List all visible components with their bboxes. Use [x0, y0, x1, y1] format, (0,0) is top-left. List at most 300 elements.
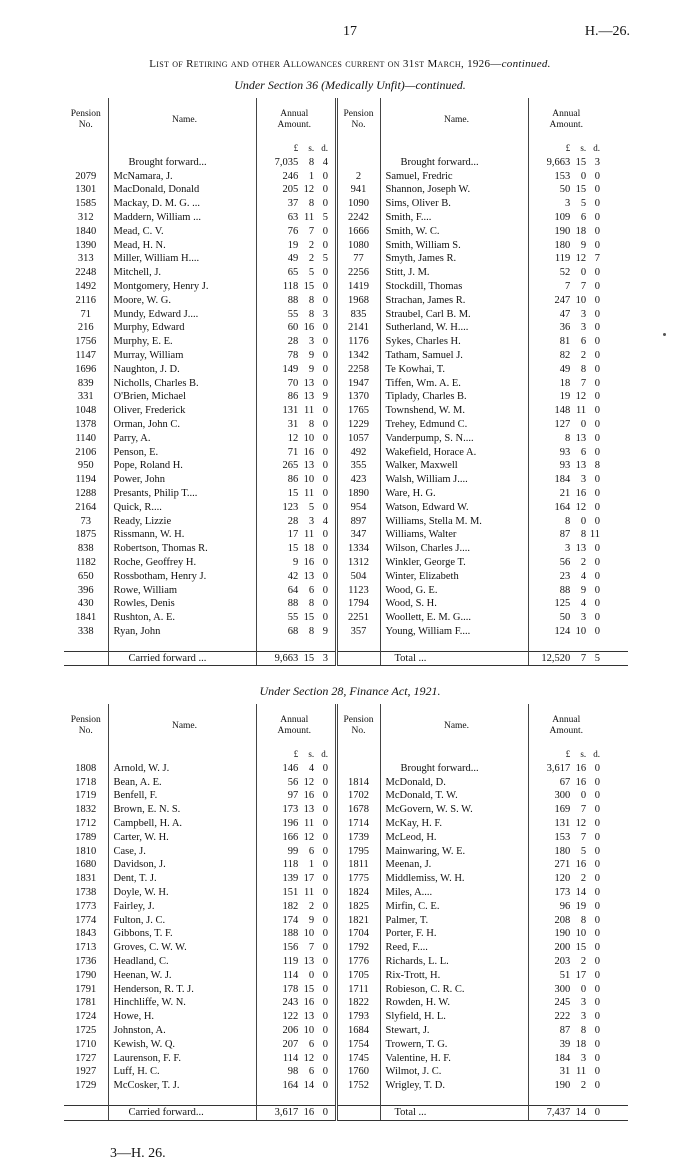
- pension-number: 2141: [336, 321, 380, 335]
- amount-pounds: 71: [287, 446, 299, 458]
- amount-pounds: 68: [287, 625, 299, 637]
- amount-pence: 5: [322, 253, 328, 265]
- amount-pounds: 88: [559, 584, 571, 596]
- amount-cell: [256, 515, 332, 529]
- amount-pence: 3: [322, 652, 328, 664]
- currency-units: [528, 748, 604, 762]
- amount-pence: 0: [322, 570, 328, 582]
- amount-pence: 0: [322, 598, 328, 610]
- amount-pence: 0: [594, 543, 600, 555]
- table-row: [64, 955, 628, 969]
- column-gap: [604, 651, 628, 666]
- amount-pounds: 87: [559, 1024, 571, 1036]
- section2-ledger: [64, 704, 628, 1121]
- amount-cell: [256, 528, 332, 542]
- empty-cell: [336, 762, 380, 776]
- amount-pence: 0: [594, 474, 600, 486]
- table-row: [64, 473, 628, 487]
- pensioner-name: Miles, A....: [380, 886, 528, 900]
- currency-unit-labels: [529, 142, 605, 156]
- column-gap: [604, 404, 628, 418]
- pensioner-name: Brown, E. N. S.: [108, 803, 256, 817]
- amount-cell: [256, 996, 332, 1010]
- amount-shillings: 4: [308, 762, 315, 774]
- amount-pounds: 153: [554, 831, 571, 843]
- amount-pounds: 86: [287, 391, 299, 403]
- amount-pence: 0: [322, 955, 328, 967]
- amount-pounds: 119: [554, 253, 571, 265]
- amount-pence: 0: [322, 1038, 328, 1050]
- name-header: Name.: [380, 704, 528, 748]
- amount-cell: [256, 1024, 332, 1038]
- amount-shillings: 2: [580, 873, 587, 885]
- table-row: [64, 914, 628, 928]
- pension-number: 650: [77, 570, 94, 582]
- forward-label: Brought forward...: [108, 156, 256, 170]
- amount-pence: 9: [322, 625, 328, 637]
- amount-pounds: 196: [282, 817, 299, 829]
- amount-pounds: 81: [559, 336, 571, 348]
- amount-pence: 0: [594, 900, 600, 912]
- pension-number: 1738: [75, 886, 97, 898]
- amount-figures: [257, 1106, 333, 1120]
- amount-pence: 0: [322, 239, 328, 251]
- pension-number: 1831: [75, 873, 97, 885]
- amount-shillings: 11: [303, 817, 315, 829]
- pension-number: 1729: [75, 1080, 97, 1092]
- amount-pence: 4: [322, 515, 328, 527]
- pension-header-line1: Pension: [70, 715, 101, 725]
- amount-pence: 0: [322, 336, 328, 348]
- pensioner-name: Palmer, T.: [380, 914, 528, 928]
- empty-cell: [336, 156, 380, 170]
- empty-cell: [108, 748, 256, 762]
- empty-cell: [64, 1093, 108, 1106]
- amount-pounds: 60: [287, 322, 299, 334]
- amount-figures: [257, 501, 333, 515]
- pensioner-name: Wood, S. H.: [380, 597, 528, 611]
- amount-shillings: 2: [580, 1080, 587, 1092]
- amount-shillings: 1: [308, 859, 315, 871]
- amount-figures: [257, 404, 333, 418]
- table-row: [64, 183, 628, 197]
- amount-pounds: 28: [287, 515, 299, 527]
- amount-pounds: 271: [554, 859, 571, 871]
- amount-figures: [257, 239, 333, 253]
- pensioner-name: McGovern, W. S. W.: [380, 803, 528, 817]
- amount-cell: [528, 459, 604, 473]
- amount-pence: 9: [322, 391, 328, 403]
- pension-number: 835: [336, 308, 380, 322]
- column-gap: [604, 252, 628, 266]
- amount-pence: 0: [594, 914, 600, 926]
- amount-figures: [529, 225, 605, 239]
- pension-number: 950: [77, 460, 94, 472]
- amount-shillings: 16: [303, 790, 315, 802]
- pensioner-name: Straubel, Carl B. M.: [380, 308, 528, 322]
- amount-cell: [528, 900, 604, 914]
- pension-number: 1811: [336, 858, 380, 872]
- pension-number: 1760: [336, 1065, 380, 1079]
- table-row: [64, 858, 628, 872]
- amount-cell: [256, 501, 332, 515]
- amount-shillings: 16: [303, 997, 315, 1009]
- annual-amount-header: [528, 704, 604, 748]
- pension-no-header: [336, 704, 380, 748]
- amount-shillings: 15: [575, 942, 587, 954]
- empty-cell: [336, 748, 380, 762]
- amount-pounds: 182: [282, 900, 299, 912]
- amount-figures: [529, 239, 605, 253]
- amount-shillings: 6: [308, 1038, 315, 1050]
- pensioner-name: Te Kowhai, T.: [380, 363, 528, 377]
- amount-shillings: 13: [575, 432, 587, 444]
- pensioner-name: Sutherland, W. H....: [380, 321, 528, 335]
- pension-number: 1727: [75, 1052, 97, 1064]
- amount-shillings: 15: [303, 983, 315, 995]
- amount-pence: 0: [594, 873, 600, 885]
- amount-figures: [529, 776, 605, 790]
- amount-shillings: 13: [303, 460, 315, 472]
- amount-figures: [257, 845, 333, 859]
- pensioner-name: Kewish, W. Q.: [108, 1038, 256, 1052]
- amount-pence: 0: [594, 955, 600, 967]
- amount-figures: [529, 886, 605, 900]
- pensioner-name: Young, William F....: [380, 625, 528, 639]
- unit-pence: d.: [593, 143, 600, 153]
- amount-pence: 5: [594, 652, 600, 664]
- amount-pounds: 203: [554, 955, 571, 967]
- pension-number: 1825: [336, 900, 380, 914]
- amount-cell: [528, 446, 604, 460]
- amount-figures: [257, 377, 333, 391]
- amount-shillings: 16: [575, 487, 587, 499]
- amount-shillings: 15: [303, 280, 315, 292]
- amount-pounds: 97: [287, 790, 299, 802]
- amount-pence: 0: [594, 859, 600, 871]
- amount-cell: [256, 170, 332, 184]
- empty-cell: [64, 156, 108, 170]
- amount-pence: 0: [322, 873, 328, 885]
- amount-header-line2: Amount.: [277, 120, 311, 130]
- column-gap: [604, 570, 628, 584]
- column-gap: [604, 266, 628, 280]
- pension-header-line2: No.: [351, 120, 366, 130]
- column-gap: [604, 142, 628, 156]
- pension-number: 1841: [75, 612, 97, 624]
- pension-number: 1140: [75, 432, 97, 444]
- amount-shillings: 8: [308, 308, 315, 320]
- amount-figures: [257, 308, 333, 322]
- amount-pounds: 180: [554, 845, 571, 857]
- column-gap: [604, 542, 628, 556]
- amount-shillings: 11: [303, 529, 315, 541]
- table-row: [64, 294, 628, 308]
- empty-cell: [380, 639, 528, 652]
- pensioner-name: Sykes, Charles H.: [380, 335, 528, 349]
- currency-unit-labels: [257, 748, 333, 762]
- amount-figures: [529, 446, 605, 460]
- amount-pounds: 93: [559, 446, 571, 458]
- pensioner-name: McNamara, J.: [108, 170, 256, 184]
- amount-pounds: 78: [287, 349, 299, 361]
- unit-pence: d.: [593, 749, 600, 759]
- pensioner-name: Hinchliffe, W. N.: [108, 996, 256, 1010]
- column-gap: [604, 625, 628, 639]
- pension-number: 1789: [75, 831, 97, 843]
- amount-pounds: 206: [282, 1024, 299, 1036]
- amount-shillings: 11: [303, 211, 315, 223]
- amount-pounds: 127: [554, 418, 571, 430]
- amount-pounds: 119: [282, 955, 299, 967]
- amount-cell: [528, 597, 604, 611]
- amount-cell: [528, 308, 604, 322]
- pension-number: 2164: [75, 501, 97, 513]
- amount-figures: [257, 803, 333, 817]
- amount-cell: [528, 349, 604, 363]
- table-row: [64, 1065, 628, 1079]
- amount-figures: [529, 294, 605, 308]
- empty-cell: [256, 1093, 332, 1106]
- pension-number: 2242: [336, 211, 380, 225]
- amount-pence: 0: [594, 1024, 600, 1036]
- amount-cell: [256, 886, 332, 900]
- amount-figures: [257, 914, 333, 928]
- amount-cell: [256, 252, 332, 266]
- column-gap: [604, 1010, 628, 1024]
- amount-shillings: 3: [580, 474, 587, 486]
- column-gap: [604, 1093, 628, 1106]
- amount-shillings: 15: [303, 652, 315, 664]
- amount-pence: 0: [322, 859, 328, 871]
- amount-figures: [529, 652, 605, 666]
- pensioner-name: Murphy, E. E.: [108, 335, 256, 349]
- pension-number: 1147: [75, 349, 97, 361]
- pensioner-name: Mead, C. V.: [108, 225, 256, 239]
- amount-figures: [257, 817, 333, 831]
- amount-pence: 0: [594, 170, 600, 182]
- amount-pence: 3: [594, 156, 600, 168]
- pension-number: 77: [336, 252, 380, 266]
- pension-number: 331: [77, 391, 94, 403]
- amount-figures: [529, 872, 605, 886]
- amount-pence: 0: [594, 598, 600, 610]
- amount-figures: [529, 556, 605, 570]
- pension-number: 1702: [336, 789, 380, 803]
- pension-number: 2: [336, 170, 380, 184]
- amount-figures: [257, 858, 333, 872]
- pensioner-name: McDonald, D.: [380, 776, 528, 790]
- amount-figures: [529, 266, 605, 280]
- amount-figures: [529, 528, 605, 542]
- pension-number: 355: [336, 459, 380, 473]
- pension-number: 1585: [75, 198, 97, 210]
- amount-pounds: 17: [287, 529, 299, 541]
- amount-pence: 0: [594, 1080, 600, 1092]
- amount-pence: 0: [322, 418, 328, 430]
- pensioner-name: Williams, Walter: [380, 528, 528, 542]
- amount-figures: [529, 983, 605, 997]
- amount-cell: [256, 363, 332, 377]
- column-gap: [604, 432, 628, 446]
- amount-cell: [528, 515, 604, 529]
- amount-shillings: 9: [308, 349, 315, 361]
- amount-pounds: 31: [287, 418, 299, 430]
- amount-cell: [528, 651, 604, 666]
- amount-cell: [256, 197, 332, 211]
- amount-shillings: 6: [308, 584, 315, 596]
- amount-figures: [529, 170, 605, 184]
- amount-shillings: 8: [580, 363, 587, 375]
- amount-shillings: 9: [308, 914, 315, 926]
- amount-pence: 0: [322, 294, 328, 306]
- pensioner-name: Fairley, J.: [108, 900, 256, 914]
- table-row: [64, 501, 628, 515]
- pensioner-name: Townshend, W. M.: [380, 404, 528, 418]
- amount-pounds: 118: [282, 280, 299, 292]
- pension-number: 1712: [75, 817, 97, 829]
- column-gap: [604, 611, 628, 625]
- pension-number: 1090: [336, 197, 380, 211]
- pension-number: 396: [77, 584, 94, 596]
- amount-pounds: 190: [554, 928, 571, 940]
- pensioner-name: Stewart, J.: [380, 1024, 528, 1038]
- table-row: [64, 597, 628, 611]
- amount-cell: [256, 156, 332, 170]
- pensioner-name: Rushton, A. E.: [108, 611, 256, 625]
- amount-cell: [256, 914, 332, 928]
- amount-cell: [528, 170, 604, 184]
- pension-number: 71: [80, 308, 91, 320]
- amount-figures: [257, 363, 333, 377]
- pensioner-name: Watson, Edward W.: [380, 501, 528, 515]
- amount-shillings: 10: [303, 928, 315, 940]
- amount-shillings: 3: [580, 1011, 587, 1023]
- amount-pence: 0: [594, 969, 600, 981]
- forward-label: Total ...: [380, 1105, 528, 1120]
- column-gap: [604, 363, 628, 377]
- amount-figures: [257, 211, 333, 225]
- column-gap: [604, 983, 628, 997]
- amount-header-line2: Amount.: [549, 120, 583, 130]
- name-header: Name.: [108, 704, 256, 748]
- pension-number: 2116: [75, 294, 97, 306]
- amount-figures: [257, 487, 333, 501]
- column-gap: [604, 941, 628, 955]
- amount-cell: [256, 377, 332, 391]
- pensioner-name: Winter, Elizabeth: [380, 570, 528, 584]
- amount-figures: [257, 969, 333, 983]
- amount-figures: [257, 542, 333, 556]
- amount-pence: 0: [322, 1106, 328, 1118]
- pension-number: 1832: [75, 804, 97, 816]
- column-gap: [604, 487, 628, 501]
- amount-pounds: 65: [287, 267, 299, 279]
- amount-figures: [529, 900, 605, 914]
- amount-pence: 0: [322, 584, 328, 596]
- amount-pence: 0: [322, 886, 328, 898]
- table-row: [64, 803, 628, 817]
- amount-figures: [529, 955, 605, 969]
- amount-cell: [256, 418, 332, 432]
- amount-cell: [528, 776, 604, 790]
- amount-pence: 0: [322, 556, 328, 568]
- amount-pence: 0: [322, 280, 328, 292]
- column-gap: [604, 1024, 628, 1038]
- pension-header-line2: No.: [351, 726, 366, 736]
- amount-cell: [256, 556, 332, 570]
- pensioner-name: Ready, Lizzie: [108, 515, 256, 529]
- amount-cell: [528, 418, 604, 432]
- amount-pounds: 131: [554, 817, 571, 829]
- pensioner-name: Tiffen, Wm. A. E.: [380, 377, 528, 391]
- pension-number: 1756: [75, 336, 97, 348]
- pensioner-name: Heenan, W. J.: [108, 969, 256, 983]
- column-gap: [604, 584, 628, 598]
- amount-pounds: 9: [292, 556, 299, 568]
- pension-number: 2079: [75, 170, 97, 182]
- column-gap: [604, 211, 628, 225]
- amount-shillings: 8: [308, 625, 315, 637]
- amount-header-line2: Amount.: [549, 726, 583, 736]
- pension-number: 1808: [75, 762, 97, 774]
- spacer-row: [64, 639, 628, 652]
- amount-pounds: 148: [554, 405, 571, 417]
- column-gap: [604, 872, 628, 886]
- amount-shillings: 7: [580, 377, 587, 389]
- amount-pence: 0: [322, 543, 328, 555]
- unit-pence: d.: [321, 749, 328, 759]
- amount-pounds: 98: [287, 1066, 299, 1078]
- amount-pence: 0: [322, 914, 328, 926]
- currency-units: [256, 142, 332, 156]
- pensioner-name: Smith, W. C.: [380, 225, 528, 239]
- amount-pounds: 82: [559, 349, 571, 361]
- amount-pence: 0: [594, 1106, 600, 1118]
- amount-pence: 0: [594, 983, 600, 995]
- amount-cell: [256, 266, 332, 280]
- column-gap: [604, 955, 628, 969]
- amount-figures: [529, 1010, 605, 1024]
- amount-pence: 0: [322, 377, 328, 389]
- pensioner-name: Moore, W. G.: [108, 294, 256, 308]
- pension-number: 1840: [75, 225, 97, 237]
- amount-shillings: 8: [580, 914, 587, 926]
- amount-pounds: 39: [559, 1038, 571, 1050]
- pensioner-name: Middlemiss, W. H.: [380, 872, 528, 886]
- amount-shillings: 0: [580, 418, 587, 430]
- amount-pence: 4: [322, 156, 328, 168]
- column-gap: [604, 1038, 628, 1052]
- amount-pounds: 9,663: [274, 652, 299, 664]
- amount-figures: [529, 197, 605, 211]
- amount-pounds: 247: [554, 294, 571, 306]
- pensioner-name: Wood, G. E.: [380, 584, 528, 598]
- pension-number: 1793: [336, 1010, 380, 1024]
- amount-pounds: 166: [282, 831, 299, 843]
- amount-pounds: 265: [282, 460, 299, 472]
- amount-figures: [529, 914, 605, 928]
- column-header-row: [64, 98, 628, 142]
- empty-cell: [64, 651, 108, 666]
- pension-number: 430: [77, 598, 94, 610]
- table-row: [64, 872, 628, 886]
- pension-number: 338: [77, 625, 94, 637]
- pension-number: 1775: [336, 872, 380, 886]
- amount-cell: [528, 886, 604, 900]
- column-gap: [604, 349, 628, 363]
- table-row: [64, 900, 628, 914]
